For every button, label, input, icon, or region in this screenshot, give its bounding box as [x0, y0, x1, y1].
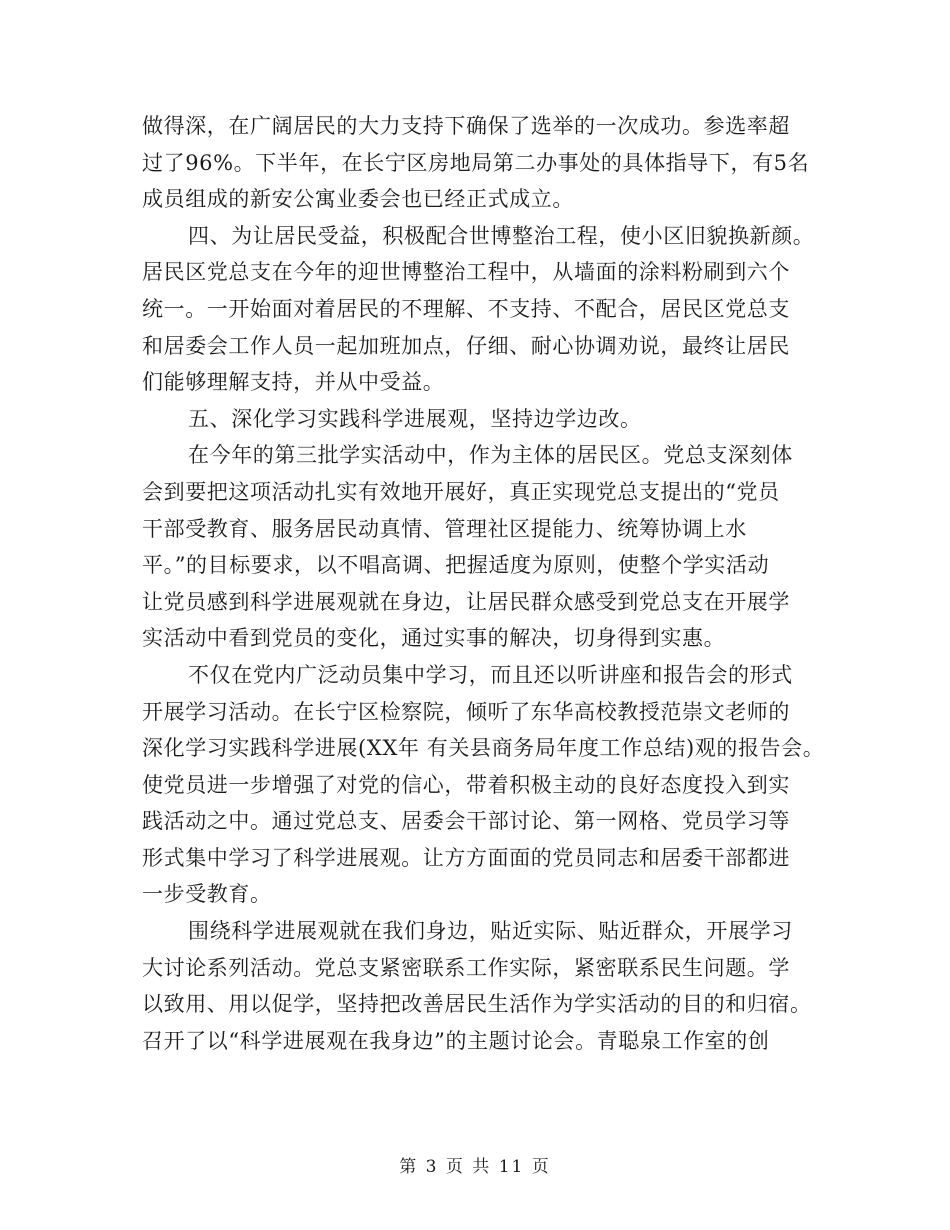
text-line: 召开了以“科学进展观在我身边”的主题讨论会。青聪泉工作室的创: [142, 1028, 770, 1053]
document-body: [142, 108, 832, 1059]
text-line: 大讨论系列活动。党总支紧密联系工作实际，紧密联系民生问题。学: [142, 955, 790, 980]
text-line: 干部受教育、服务居民动真情、管理社区提能力、统筹协调上水: [142, 516, 747, 541]
text-line: 围绕科学进展观就在我们身边，贴近实际、贴近群众，开展学习: [188, 919, 793, 944]
text-line: 一步受教育。: [142, 882, 272, 907]
text-line: 四、为让居民受益，积极配合世博整治工程，使小区旧貌换新颜。: [188, 223, 815, 248]
text-line: 践活动之中。通过党总支、居委会干部讨论、第一网格、党员学习等: [142, 809, 790, 834]
text-line: 深化学习实践科学进展(XX年 有关县商务局年度工作总结)观的报告会。: [142, 736, 825, 761]
text-line: 居民区党总支在今年的迎世博整治工程中，从墙面的涂料粉刷到六个: [142, 260, 790, 285]
text-line: 形式集中学习了科学进展观。让方方面面的党员同志和居委干部都进: [142, 845, 790, 870]
text-line: 以致用、用以促学，坚持把改善居民生活作为学实活动的目的和归宿。: [142, 992, 812, 1017]
text-line: 实活动中看到党员的变化，通过实事的解决，切身得到实惠。: [142, 626, 726, 651]
text-line: 开展学习活动。在长宁区检察院，倾听了东华高校教授范崇文老师的: [142, 699, 790, 724]
text-line: 过了96%。下半年，在长宁区房地局第二办事处的具体指导下，有5名: [142, 150, 810, 175]
text-line: 们能够理解支持，并从中受益。: [142, 370, 445, 395]
text-line: 不仅在党内广泛动员集中学习，而且还以听讲座和报告会的形式: [188, 662, 793, 687]
text-line: 和居委会工作人员一起加班加点，仔细、耐心协调劝说，最终让居民: [142, 333, 790, 358]
text-line: 使党员进一步增强了对党的信心，带着积极主动的良好态度投入到实: [142, 772, 790, 797]
text-line: 平。”的目标要求，以不唱高调、把握适度为原则，使整个学实活动: [142, 553, 770, 578]
page-number-footer: 第 3 页 共 11 页: [399, 1157, 551, 1177]
text-line: 做得深，在广阔居民的大力支持下确保了选举的一次成功。参选率超: [142, 114, 790, 138]
text-line: 会到要把这项活动扎实有效地开展好，真正实现党总支提出的“党员: [142, 479, 780, 504]
text-line: 统一。一开始面对着居民的不理解、不支持、不配合，居民区党总支: [142, 296, 790, 321]
text-line: 成员组成的新安公寓业委会也已经正式成立。: [142, 187, 574, 212]
text-line: 五、深化学习实践科学进展观，坚持边学边改。: [188, 406, 642, 431]
text-line: 在今年的第三批学实活动中，作为主体的居民区。党总支深刻体: [188, 443, 793, 468]
text-line: 让党员感到科学进展观就在身边，让居民群众感受到党总支在开展学: [142, 589, 790, 614]
